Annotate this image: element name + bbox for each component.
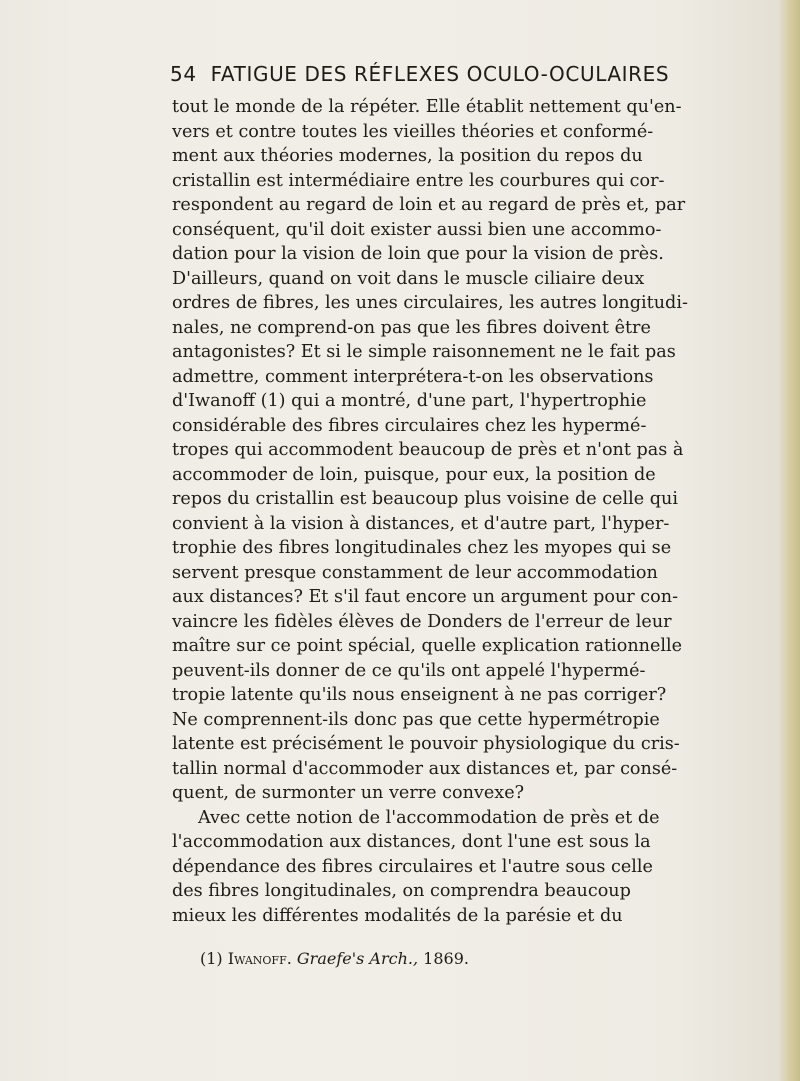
running-header: [170, 62, 690, 92]
page-number: 54: [170, 62, 197, 86]
text-line: respondent au regard de loin et au regard de près et, par: [172, 195, 686, 215]
text-line: dépendance des fibres circulaires et l'autre sous celle: [172, 856, 653, 877]
text-line: dation pour la vision de loin que pour la vision de près.: [172, 244, 664, 264]
footnote-marker: (1): [200, 949, 223, 968]
body-text: [172, 95, 760, 928]
text-line: maître sur ce point spécial, quelle explication rationnelle: [172, 636, 683, 656]
text-line: antagonistes? Et si le simple raisonnement ne le fait pas: [172, 342, 676, 362]
running-title: FATIGUE DES RÉFLEXES OCULO-OCULAIRES: [210, 62, 670, 86]
paragraph-2: [172, 806, 760, 929]
text-line: convient à la vision à distances, et d'autre part, l'hyper-: [172, 513, 670, 534]
text-line: latente est précisément le pouvoir physiologique du cris-: [172, 734, 680, 754]
page-edge-shadow: [778, 0, 800, 1081]
text-line: tropie latente qu'ils nous enseignent à ne pas corriger?: [172, 685, 667, 705]
text-line: ordres de fibres, les unes circulaires, les autres longitudi-: [172, 293, 688, 313]
footnote-year: 1869.: [423, 949, 469, 968]
footnote-journal: Graefe's Arch.,: [296, 949, 419, 968]
text-line: accommoder de loin, puisque, pour eux, la position de: [172, 464, 656, 485]
text-line: tout le monde de la répéter. Elle établit nettement qu'en-: [172, 97, 682, 117]
paragraph-1: [172, 95, 760, 806]
text-line: vers et contre toutes les vieilles théories et conformé-: [172, 121, 654, 142]
text-line: Ne comprennent-ils donc pas que cette hypermétropie: [172, 709, 660, 730]
text-line: aux distances? Et s'il faut encore un argument pour con-: [172, 587, 679, 607]
text-line: conséquent, qu'il doit exister aussi bien une accommo-: [172, 219, 662, 240]
text-line: ment aux théories modernes, la position du repos du: [172, 146, 643, 166]
footnote-author: Iwanoff.: [227, 949, 292, 968]
text-line: des fibres longitudinales, on comprendra beaucoup: [172, 881, 631, 901]
text-line: Avec cette notion de l'accommodation de près et de: [198, 807, 660, 828]
text-line: peuvent-ils donner de ce qu'ils ont appelé l'hypermé-: [172, 660, 646, 681]
footnote: [200, 949, 469, 968]
text-line: nales, ne comprend-on pas que les fibres doivent être: [172, 317, 651, 338]
text-line: admettre, comment interprétera-t-on les observations: [172, 366, 654, 387]
text-line: trophie des fibres longitudinales chez les myopes qui se: [172, 538, 672, 558]
text-line: mieux les différentes modalités de la parésie et du: [172, 905, 623, 926]
text-line: cristallin est intermédiaire entre les courbures qui cor-: [172, 170, 665, 191]
text-line: vaincre les fidèles élèves de Donders de l'erreur de leur: [172, 611, 672, 632]
text-line: repos du cristallin est beaucoup plus voisine de celle qui: [172, 489, 679, 509]
text-line: tallin normal d'accommoder aux distances et, par consé-: [172, 758, 678, 779]
text-line: D'ailleurs, quand on voit dans le muscle ciliaire deux: [172, 268, 645, 289]
text-line: quent, de surmonter un verre convexe?: [172, 783, 525, 803]
text-line: l'accommodation aux distances, dont l'une est sous la: [172, 832, 651, 852]
text-line: considérable des fibres circulaires chez les hypermé-: [172, 415, 647, 436]
text-line: tropes qui accommodent beaucoup de près et n'ont pas à: [172, 440, 684, 460]
text-line: d'Iwanoff (1) qui a montré, d'une part, l'hypertrophie: [172, 391, 647, 411]
text-line: servent presque constamment de leur accommodation: [172, 562, 658, 583]
